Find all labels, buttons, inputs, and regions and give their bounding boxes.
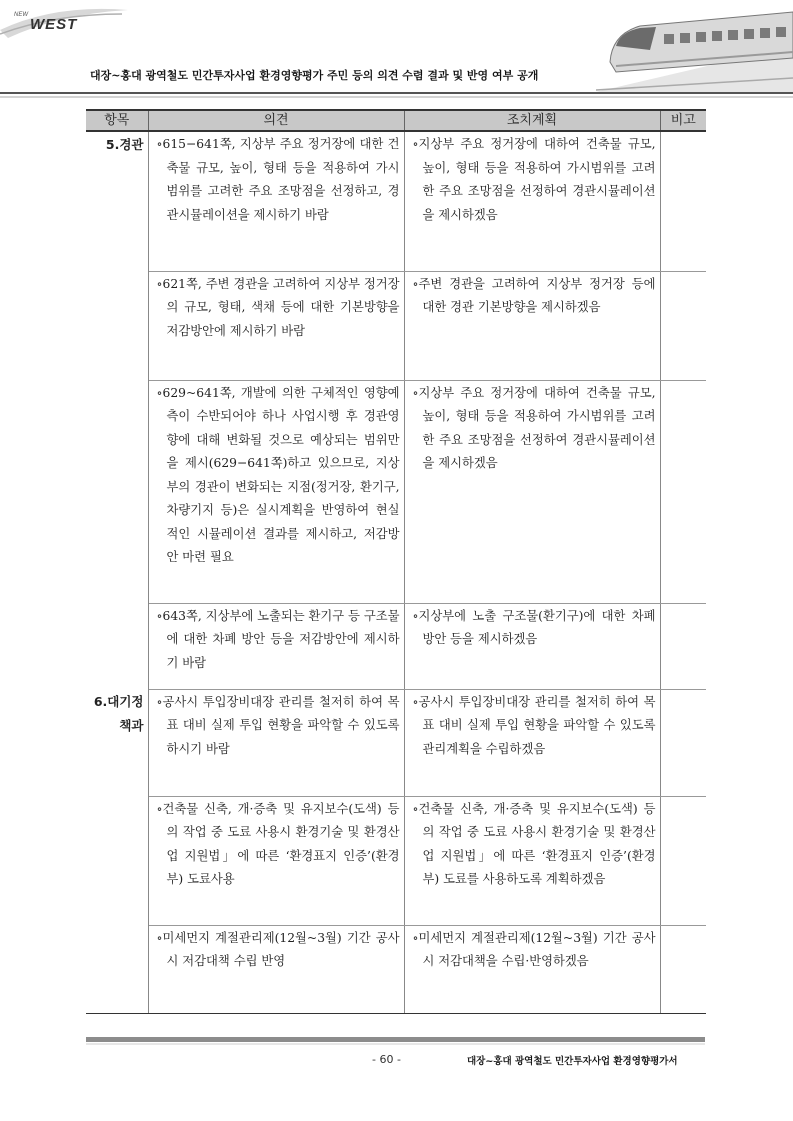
row-action: ∘지상부 주요 정거장에 대하여 건축물 규모, 높이, 형태 등을 적용하여 가시범위를 고려한 주요 조망점을 선정하여 경관시뮬레이션을 제시하겠음 <box>404 131 660 271</box>
row-opinion: ∘미세먼지 계절관리제(12월~3월) 기간 공사 시 저감대책 수립 반영 <box>148 925 404 1013</box>
row-action: ∘건축물 신축, 개·증축 및 유지보수(도색) 등의 작업 중 도료 사용시 환경기술 및 환경산업 지원법」에 따른 ‘환경표지 인증’(환경부) 도료를 사용하도록 계획하겠음 <box>404 796 660 925</box>
table-header-row <box>86 110 706 131</box>
row-item-label <box>86 603 148 689</box>
footer-document-title: 대장~홍대 광역철도 민간투자사업 환경영향평가서 <box>467 1056 678 1067</box>
train-illustration <box>596 6 793 92</box>
table-row <box>86 603 706 689</box>
row-item-label: 5.경관 <box>86 131 148 271</box>
table-row <box>86 380 706 603</box>
opinions-table <box>86 109 706 1014</box>
logo-west: WEST <box>30 16 78 33</box>
row-opinion: ∘643쪽, 지상부에 노출되는 환기구 등 구조물에 대한 차폐 방안 등을 저감방안에 제시하기 바람 <box>148 603 404 689</box>
header-action: 조치계획 <box>404 110 660 131</box>
row-action: ∘미세먼지 계절관리제(12월~3월) 기간 공사 시 저감대책을 수립·반영하겠음 <box>404 925 660 1013</box>
row-action: ∘공사시 투입장비대장 관리를 철저히 하여 목표 대비 실제 투입 현황을 파악할 수 있도록 관리계획을 수립하겠음 <box>404 689 660 796</box>
row-note <box>660 131 706 271</box>
row-note <box>660 796 706 925</box>
row-item-label <box>86 380 148 603</box>
row-item-label <box>86 925 148 1013</box>
row-note <box>660 380 706 603</box>
page-number: - 60 - <box>372 1053 401 1066</box>
row-opinion: ∘621쪽, 주변 경관을 고려하여 지상부 정거장의 규모, 형태, 색채 등에 대한 기본방향을 저감방안에 제시하기 바람 <box>148 271 404 380</box>
header-rule <box>0 91 793 101</box>
row-opinion: ∘615−641쪽, 지상부 주요 정거장에 대한 건축물 규모, 높이, 형태 등을 적용하여 가시범위를 고려한 주요 조망점을 선정하고, 경관시뮬레이션을 제시하기 바람 <box>148 131 404 271</box>
footer-rule <box>86 1037 705 1045</box>
row-action: ∘주변 경관을 고려하여 지상부 정거장 등에 대한 경관 기본방향을 제시하겠음 <box>404 271 660 380</box>
row-opinion: ∘공사시 투입장비대장 관리를 철저히 하여 목표 대비 실제 투입 현황을 파악할 수 있도록 하시기 바람 <box>148 689 404 796</box>
document-title: 대장~홍대 광역철도 민간투자사업 환경영향평가 주민 등의 의견 수렴 결과 및 반영 여부 공개 <box>90 69 539 82</box>
logo-new-label: NEW <box>14 12 28 18</box>
header-note: 비고 <box>660 110 706 131</box>
table-row <box>86 689 706 796</box>
row-action: ∘지상부에 노출 구조물(환기구)에 대한 차폐방안 등을 제시하겠음 <box>404 603 660 689</box>
header-opinion: 의견 <box>148 110 404 131</box>
row-opinion: ∘건축물 신축, 개·증축 및 유지보수(도색) 등의 작업 중 도료 사용시 환경기술 및 환경산업 지원법」에 따른 ‘환경표지 인증’(환경부) 도료사용 <box>148 796 404 925</box>
row-opinion: ∘629~641쪽, 개발에 의한 구체적인 영향예측이 수반되어야 하나 사업시행 후 경관영향에 대해 변화될 것으로 예상되는 범위만을 제시(629−641쪽)하고 있으므로, 지상부의 경관이 변화되는 지점(정거장, 환기구, 차량기지 등)은 실시계획을 반영하여 현실적인 시뮬레이션 결과를 제시하고, 저감방안 마련 필요 <box>148 380 404 603</box>
row-action: ∘지상부 주요 정거장에 대하여 건축물 규모, 높이, 형태 등을 적용하여 가시범위를 고려한 주요 조망점을 선정하여 경관시뮬레이션을 제시하겠음 <box>404 380 660 603</box>
table-row <box>86 796 706 925</box>
table-row <box>86 271 706 380</box>
row-note <box>660 925 706 1013</box>
header-item: 항목 <box>86 110 148 131</box>
row-note <box>660 271 706 380</box>
table-row <box>86 925 706 1013</box>
row-item-label <box>86 796 148 925</box>
row-note <box>660 603 706 689</box>
row-item-label <box>86 271 148 380</box>
row-item-label: 6.대기정책과 <box>86 689 148 796</box>
table-row <box>86 131 706 271</box>
row-note <box>660 689 706 796</box>
